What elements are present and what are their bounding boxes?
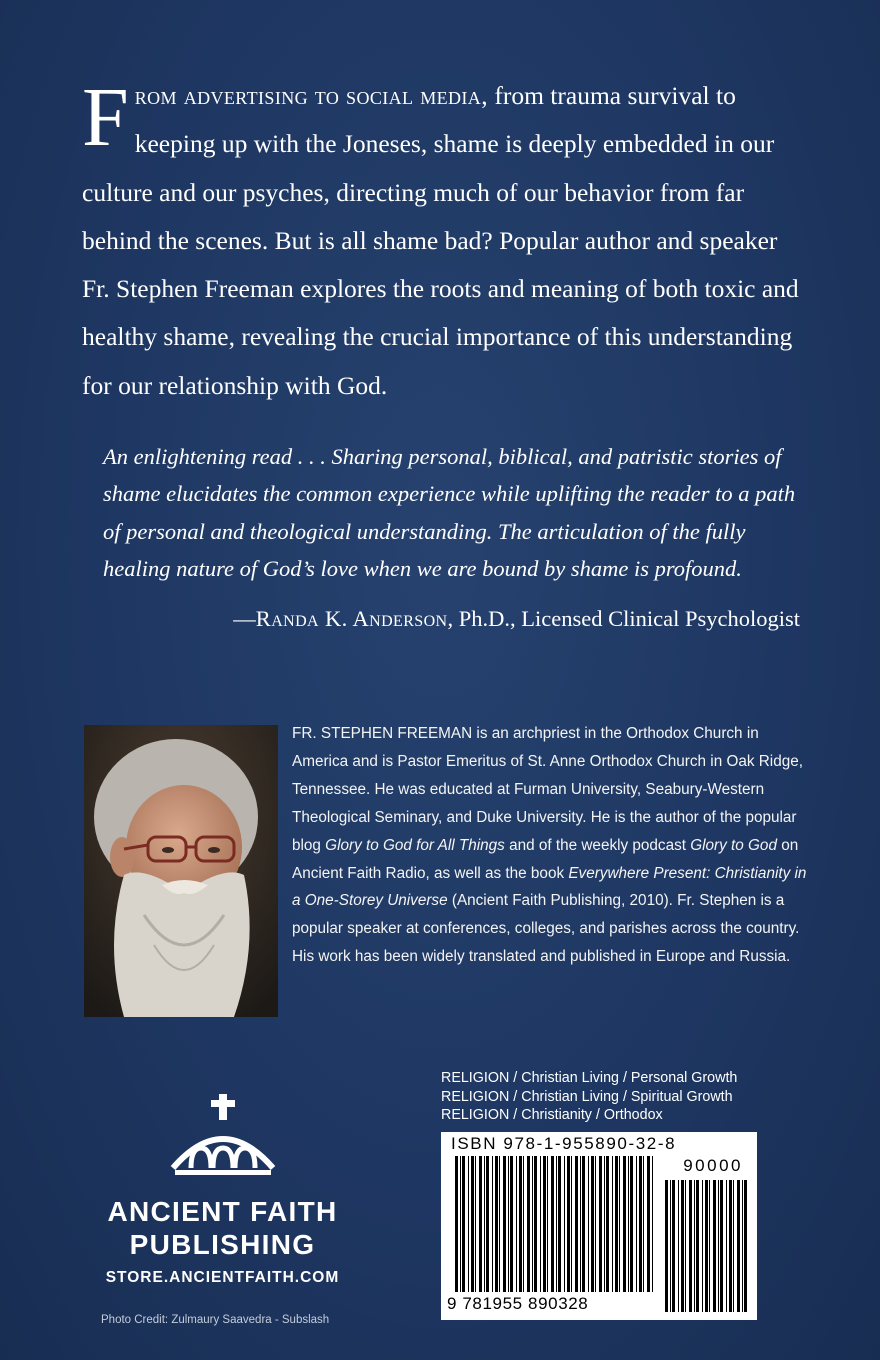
endorser-name: Randa K. Anderson xyxy=(255,606,448,631)
barcode-bar xyxy=(508,1156,509,1292)
barcode-bar xyxy=(729,1180,732,1312)
podcast-title: Glory to God xyxy=(690,836,777,854)
barcode-bar xyxy=(681,1180,684,1312)
barcode-bar xyxy=(628,1156,629,1292)
barcode-bar xyxy=(685,1180,686,1312)
author-portrait-graphic xyxy=(84,725,278,1017)
barcode-bar xyxy=(709,1180,710,1312)
barcode-bar xyxy=(540,1156,541,1292)
barcode-bar xyxy=(718,1180,719,1312)
barcode-bar xyxy=(678,1180,679,1312)
barcode-bar xyxy=(643,1156,644,1292)
barcode-bar xyxy=(702,1180,703,1312)
barcode-bar xyxy=(547,1156,548,1292)
blurb-lead: rom advertising to social media, xyxy=(134,81,488,110)
barcode-bar xyxy=(595,1156,596,1292)
barcode-bar xyxy=(696,1180,699,1312)
barcode-bar xyxy=(571,1156,572,1292)
publisher-name-line1: ANCIENT FAITH xyxy=(107,1196,338,1227)
barcode-bar xyxy=(484,1156,485,1292)
barcode-bar xyxy=(499,1156,500,1292)
barcode-bar xyxy=(604,1156,605,1292)
barcode-bar xyxy=(495,1156,498,1292)
barcode-bar xyxy=(639,1156,642,1292)
barcode-bar xyxy=(615,1156,618,1292)
barcode-bar xyxy=(591,1156,594,1292)
barcode-bar xyxy=(475,1156,476,1292)
barcode-bar xyxy=(588,1156,589,1292)
barcode-bar xyxy=(670,1180,671,1312)
barcode-bar xyxy=(726,1180,727,1312)
drop-cap: F xyxy=(82,71,129,164)
barcode-bar xyxy=(486,1156,489,1292)
barcode-bar xyxy=(462,1156,465,1292)
barcode-bar xyxy=(619,1156,620,1292)
barcode-bar xyxy=(713,1180,716,1312)
barcode-bar xyxy=(564,1156,565,1292)
barcode-bar xyxy=(492,1156,493,1292)
barcode-bar xyxy=(460,1156,461,1292)
barcode-bar xyxy=(551,1156,554,1292)
author-name: FR. STEPHEN FREEMAN xyxy=(292,725,473,742)
barcode-bar xyxy=(556,1156,557,1292)
endorsement-quote: An enlightening read . . . Sharing personal, biblical, and patristic stories of shame elucidates the common experience while uplifting the reader to a path of personal and theological understanding. The articulation of the fully healing nature of God’s love when we are bound by shame is profound. xyxy=(103,444,796,581)
barcode-bar xyxy=(636,1156,637,1292)
publisher-name-line2: PUBLISHING xyxy=(129,1229,316,1260)
barcode-bar xyxy=(519,1156,522,1292)
barcode-bar xyxy=(527,1156,530,1292)
barcode-bar xyxy=(510,1156,513,1292)
barcode-bar xyxy=(532,1156,533,1292)
isbn-label: ISBN 978-1-955890-32-8 xyxy=(451,1134,677,1153)
publisher-logo xyxy=(80,1090,365,1287)
barcode-bar xyxy=(672,1180,675,1312)
author-photo xyxy=(84,725,278,1017)
barcode-bar xyxy=(630,1156,633,1292)
bio-text-2: and of the weekly podcast xyxy=(504,836,691,854)
barcode-bar xyxy=(558,1156,561,1292)
category-line: RELIGION / Christian Living / Personal Growth xyxy=(441,1070,738,1086)
barcode-bar xyxy=(737,1180,740,1312)
barcode-bar xyxy=(567,1156,570,1292)
category-line: RELIGION / Christian Living / Spiritual Growth xyxy=(441,1088,733,1105)
publisher-url: STORE.ANCIENTFAITH.COM xyxy=(105,1269,340,1286)
barcode-bar xyxy=(543,1156,546,1292)
barcode-bar xyxy=(455,1156,458,1292)
barcode-bar xyxy=(575,1156,578,1292)
book-title: Everywhere Present: Christianity in a One-Storey Universe xyxy=(292,864,807,910)
blog-title: Glory to God for All Things xyxy=(325,836,505,854)
barcode-bar xyxy=(582,1156,585,1292)
bio-text-1: is an archpriest in the Orthodox Church in America and is Pastor Emeritus of St. Anne Orthodox Church in Oak Ridge, Tennessee. He was educated at Furman University, Seabury-Western Theological Seminary, and Duke University. He is the author of the popular blog xyxy=(292,725,803,854)
category-line: RELIGION / Christianity / Orthodox xyxy=(441,1107,663,1123)
barcode-bar xyxy=(623,1156,626,1292)
barcode-bar xyxy=(580,1156,581,1292)
barcode-bar xyxy=(503,1156,506,1292)
endorser-credentials: , Ph.D., Licensed Clinical Psychologist xyxy=(447,606,800,631)
bio-text-3: on Ancient Faith Radio, as well as the book xyxy=(292,836,799,882)
barcode-bar xyxy=(647,1156,650,1292)
barcode-bar xyxy=(612,1156,613,1292)
barcode-bar xyxy=(720,1180,723,1312)
barcode-bar xyxy=(689,1180,692,1312)
barcode-bar xyxy=(479,1156,482,1292)
isbn-barcode xyxy=(441,1132,757,1320)
author-bio xyxy=(292,720,812,971)
barcode-bar xyxy=(471,1156,474,1292)
barcode-bar xyxy=(523,1156,524,1292)
barcode-bar xyxy=(606,1156,609,1292)
barcode-bar xyxy=(694,1180,695,1312)
barcode-bar xyxy=(665,1180,668,1312)
attribution-dash: — xyxy=(233,606,256,631)
barcode-bar xyxy=(652,1156,653,1292)
barcode-bar xyxy=(705,1180,708,1312)
barcode-bar xyxy=(468,1156,469,1292)
barcode-bar xyxy=(742,1180,743,1312)
cover-blurb xyxy=(82,72,800,410)
bisac-categories xyxy=(441,1069,771,1125)
ean-number: 9 781955 890328 xyxy=(447,1294,589,1313)
photo-credit: Photo Credit: Zulmaury Saavedra - Subslash xyxy=(101,1314,330,1326)
barcode-bar xyxy=(733,1180,734,1312)
barcode-bar xyxy=(516,1156,517,1292)
bio-text-4: (Ancient Faith Publishing, 2010). Fr. Stephen is a popular speaker at conferences, colleges, and parishes across the country. His work has been widely translated and published in Europe and Russia. xyxy=(292,892,800,966)
endorsement-attribution xyxy=(233,606,800,632)
barcode-addon: 90000 xyxy=(683,1156,743,1175)
publisher-name xyxy=(80,1195,365,1261)
church-dome-icon xyxy=(163,1090,283,1182)
barcode-bar xyxy=(744,1180,747,1312)
barcode-bar xyxy=(599,1156,602,1292)
barcode-bar xyxy=(534,1156,537,1292)
blurb-text: from trauma survival to keeping up with the Joneses, shame is deeply embedded in our culture and our psyches, directing much of our behavior from far behind the scenes. But is all shame bad? Popular author and speaker Fr. Stephen Freeman explores the roots and meaning of both toxic and healthy shame, revealing the crucial importance of this understanding for our relationship with God. xyxy=(82,81,799,400)
